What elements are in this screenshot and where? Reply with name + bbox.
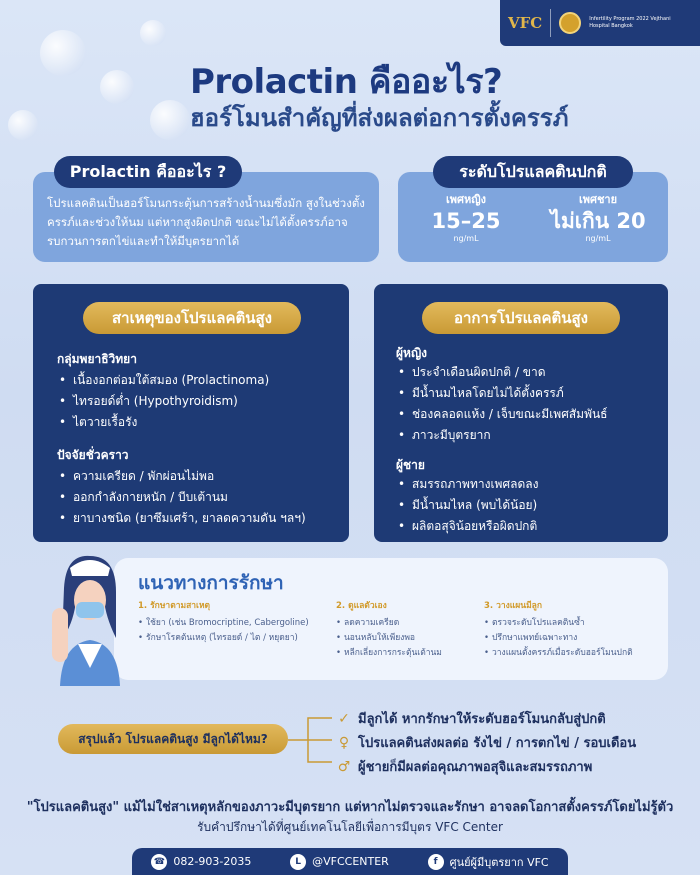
list-item: • นอนหลับให้เพียงพอ (336, 631, 476, 646)
list-item: • ผลิตอสุจิน้อยหรือผิดปกติ (396, 516, 538, 537)
treatment-col-2 (336, 598, 476, 661)
what-is-body: โปรแลคตินเป็นฮอร์โมนกระตุ้นการสร้างน้ำนมซึ่งมัก สูงในช่วงตั้งครรภ์และช่วงให้นม แต่หากสูงผิดปกติ ขณะไม่ได้ตั้งครรภ์อาจรบกวนการตกไข่และทำให้มีบุตรยากได้ (47, 196, 365, 248)
treatment-col-3 (484, 598, 662, 661)
logo-divider (550, 9, 551, 37)
causes-heading: สาเหตุของโปรแลคตินสูง (83, 302, 301, 334)
list-item: • ตรวจระดับโปรแลคตินซ้ำ (484, 616, 662, 631)
causes-group1-list (57, 370, 269, 433)
footer-note: "โปรแลคตินสูง" แม้ไม่ใช่สาเหตุหลักของภาวะมีบุตรยาก แต่หากไม่ตรวจและรักษา อาจลดโอกาสตั้งครรภ์โดยไม่รู้ตัว (26, 800, 674, 815)
decorative-bubble (8, 110, 38, 140)
female-label: เพศหญิง (446, 193, 486, 206)
list-item: • เนื้องอกต่อมใต้สมอง (Prolactinoma) (57, 370, 269, 391)
what-is-heading: Prolactin คืออะไร ? (54, 156, 242, 188)
male-symbol-icon: ♂ (337, 758, 351, 775)
summary-point-1: ✓ มีลูกได้ หากรักษาให้ระดับฮอร์โมนกลับสู่ปกติ (336, 708, 606, 729)
male-value: ไม่เกิน 20 (550, 209, 646, 233)
nurse-illustration (50, 548, 130, 686)
treatment-heading: แนวทางการรักษา (138, 572, 284, 594)
list-item: • ความเครียด / พักผ่อนไม่พอ (57, 466, 306, 487)
treatment-col2-title: 2. ดูแลตัวเอง (336, 601, 387, 611)
female-symbol-icon: ♀ (338, 734, 350, 751)
footer-consult: รับคำปรึกษาได้ที่ศูนย์เทคโนโลยีเพื่อการมีบุตร VFC Center (197, 820, 503, 834)
decorative-bubble (140, 20, 166, 46)
list-item: • ลดความเครียด (336, 616, 476, 631)
male-label: เพศชาย (578, 193, 618, 206)
contact-bar (132, 848, 568, 875)
summary-bracket (288, 716, 332, 764)
female-value: 15–25 (431, 209, 501, 233)
summary-point-3: ♂ ผู้ชายก็มีผลต่อคุณภาพอสุจิและสมรรถภาพ (337, 758, 593, 775)
phone-contact[interactable]: ☎ 082-903-2035 (151, 854, 251, 870)
symptoms-panel (374, 284, 668, 542)
list-item: • หลีกเลี่ยงการกระตุ้นเต้านม (336, 646, 476, 661)
treatment-col1-title: 1. รักษาตามสาเหตุ (138, 601, 211, 611)
treatment-col3-title: 3. วางแผนมีลูก (484, 601, 543, 611)
list-item: • ใช้ยา (เช่น Bromocriptine, Cabergoline) (138, 616, 318, 631)
list-item: • ยาบางชนิด (ยาซึมเศร้า, ยาลดความดัน ฯลฯ) (57, 508, 306, 529)
male-unit: ng/mL (585, 234, 611, 243)
symptoms-female-list (396, 362, 608, 446)
page-title: Prolactin คืออะไร? (190, 62, 503, 102)
treatment-card (114, 558, 668, 680)
check-circle-icon: ✓ (338, 710, 350, 727)
causes-group2-list (57, 466, 306, 529)
list-item: • มีน้ำนมไหล (พบได้น้อย) (396, 495, 538, 516)
symptoms-male-title: ผู้ชาย (396, 458, 425, 472)
causes-group1-title: กลุ่มพยาธิวิทยา (57, 352, 137, 366)
list-item: • วางแผนตั้งครรภ์เมื่อระดับฮอร์โมนปกติ (484, 646, 662, 661)
facebook-icon: f (428, 854, 444, 870)
list-item: • ปรึกษาแพทย์เฉพาะทาง (484, 631, 662, 646)
list-item: • ประจำเดือนผิดปกติ / ขาด (396, 362, 608, 383)
symptoms-male-list (396, 474, 538, 537)
list-item: • มีน้ำนมไหลโดยไม่ได้ตั้งครรภ์ (396, 383, 608, 404)
list-item: • ภาวะมีบุตรยาก (396, 425, 608, 446)
list-item: • ออกกำลังกายหนัก / บีบเต้านม (57, 487, 306, 508)
list-item: • ไตวายเรื้อรัง (57, 412, 269, 433)
list-item: • ไทรอยด์ต่ำ (Hypothyroidism) (57, 391, 269, 412)
brand-header (500, 0, 700, 46)
hospital-seal-icon (559, 12, 581, 34)
treatment-col-1 (138, 598, 318, 646)
list-item: • ช่องคลอดแห้ง / เจ็บขณะมีเพศสัมพันธ์ (396, 404, 608, 425)
line-icon: L (290, 854, 306, 870)
male-level (538, 190, 658, 243)
list-item: • รักษาโรคต้นเหตุ (ไทรอยด์ / ไต / หยุดยา) (138, 631, 318, 646)
decorative-bubble (150, 100, 190, 140)
symptoms-female-title: ผู้หญิง (396, 346, 428, 360)
facebook-contact[interactable]: f ศูนย์ผู้มีบุตรยาก VFC (428, 853, 549, 871)
symptoms-heading: อาการโปรแลคตินสูง (422, 302, 620, 334)
causes-group2-title: ปัจจัยชั่วคราว (57, 448, 129, 462)
page-subtitle: ฮอร์โมนสำคัญที่ส่งผลต่อการตั้งครรภ์ (190, 104, 569, 132)
vfc-logo: VFC (508, 14, 543, 32)
decorative-bubble (40, 30, 86, 76)
female-unit: ng/mL (453, 234, 479, 243)
hospital-logo-text: Infertility Program 2022 Vejthani Hospital Bangkok (589, 16, 671, 29)
decorative-bubble (100, 70, 134, 104)
causes-panel (33, 284, 349, 542)
summary-question: สรุปแล้ว โปรแลคตินสูง มีลูกได้ไหม? (58, 724, 288, 754)
list-item: • สมรรถภาพทางเพศลดลง (396, 474, 538, 495)
normal-levels-heading: ระดับโปรแลคตินปกติ (433, 156, 633, 188)
female-level (406, 190, 526, 243)
line-contact[interactable]: L @VFCCENTER (290, 854, 389, 870)
summary-point-2: ♀ โปรแลคตินส่งผลต่อ รังไข่ / การตกไข่ / รอบเดือน (336, 732, 636, 753)
phone-icon: ☎ (151, 854, 167, 870)
